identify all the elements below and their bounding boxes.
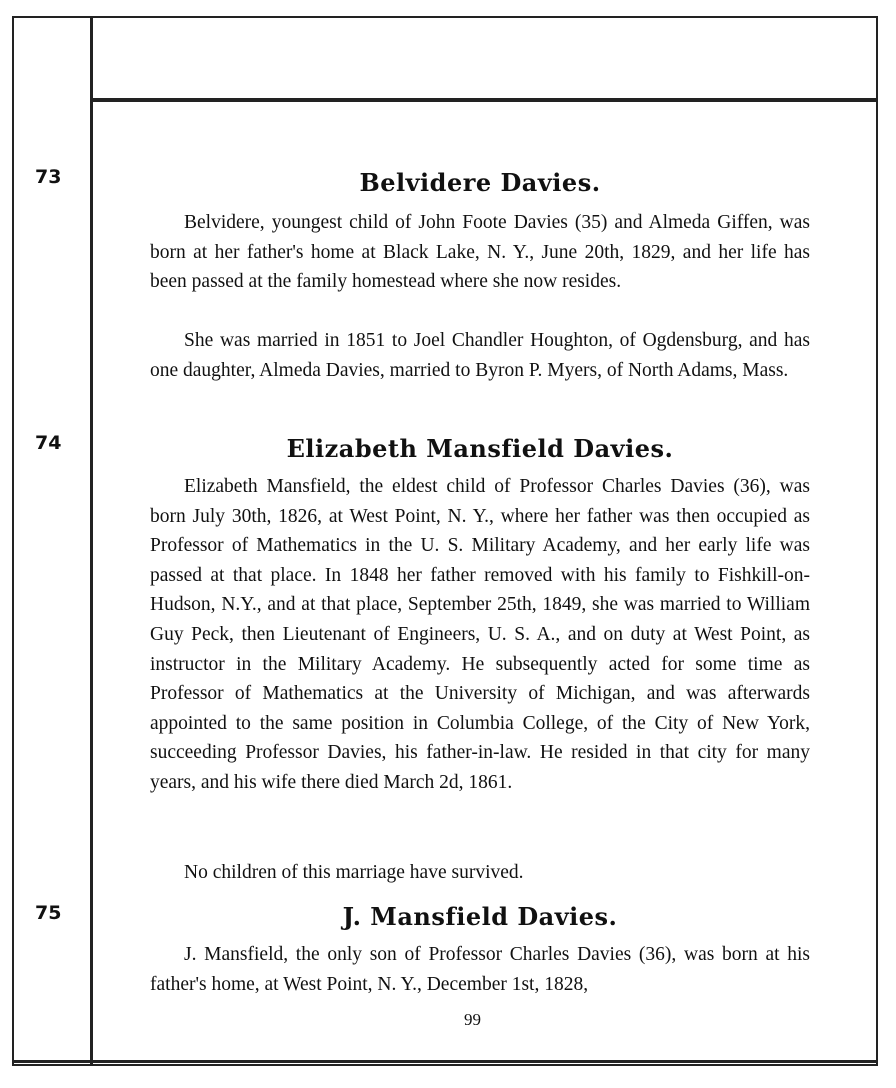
entry-74-paragraph-2: No children of this marriage have survived. [184, 862, 524, 883]
entry-number-75: 75 [35, 902, 62, 924]
header-rule [92, 98, 878, 102]
entry-heading-73: Belvidere Davies. [359, 168, 601, 197]
entry-73-paragraph-2: She was married in 1851 to Joel Chandler Houghton, of Ogdensburg, and has one daughter, Almeda Davies, married to Byron P. Myers, of North Adams, Mass. [150, 330, 810, 381]
page-number: 99 [464, 1010, 481, 1029]
entry-heading-75: J. Mansfield Davies. [342, 902, 618, 931]
margin-rule [90, 18, 93, 1064]
entry-73-paragraph-1: Belvidere, youngest child of John Foote Davies (35) and Almeda Giffen, was born at her father's home at Black Lake, N. Y., June 20th, 1829, and her life has been passed at the family homestead where she now resides. [150, 212, 810, 293]
entry-heading-74: Elizabeth Mansfield Davies. [286, 434, 674, 463]
entry-number-74: 74 [35, 432, 62, 454]
entry-number-73: 73 [35, 166, 62, 188]
entry-74-paragraph-1: Elizabeth Mansfield, the eldest child of Professor Charles Davies (36), was born July 30th, 1826, at West Point, N. Y., where her father was then occupied as Professor of Mathematics in the U. S. Military Academy, and her early life was passed at that place. In 1848 her father removed with his family to Fishkill-on-Hudson, N.Y., and at that place, September 25th, 1849, she was married to William Guy Peck, then Lieutenant of Engineers, U. S. A., and on duty at West Point, as instructor in the Military Academy. He subsequently acted for some time as Professor of Mathematics at the University of Michigan, and was afterwards appointed to the same position in Columbia College, of the City of New York, succeeding Professor Davies, his father-in-law. He resided in that city for many years, and his wife there died March 2d, 1861. [150, 476, 810, 793]
entry-75-paragraph-1: J. Mansfield, the only son of Professor Charles Davies (36), was born at his father's home, at West Point, N. Y., December 1st, 1828, [150, 944, 810, 995]
bottom-rule [12, 1060, 878, 1063]
